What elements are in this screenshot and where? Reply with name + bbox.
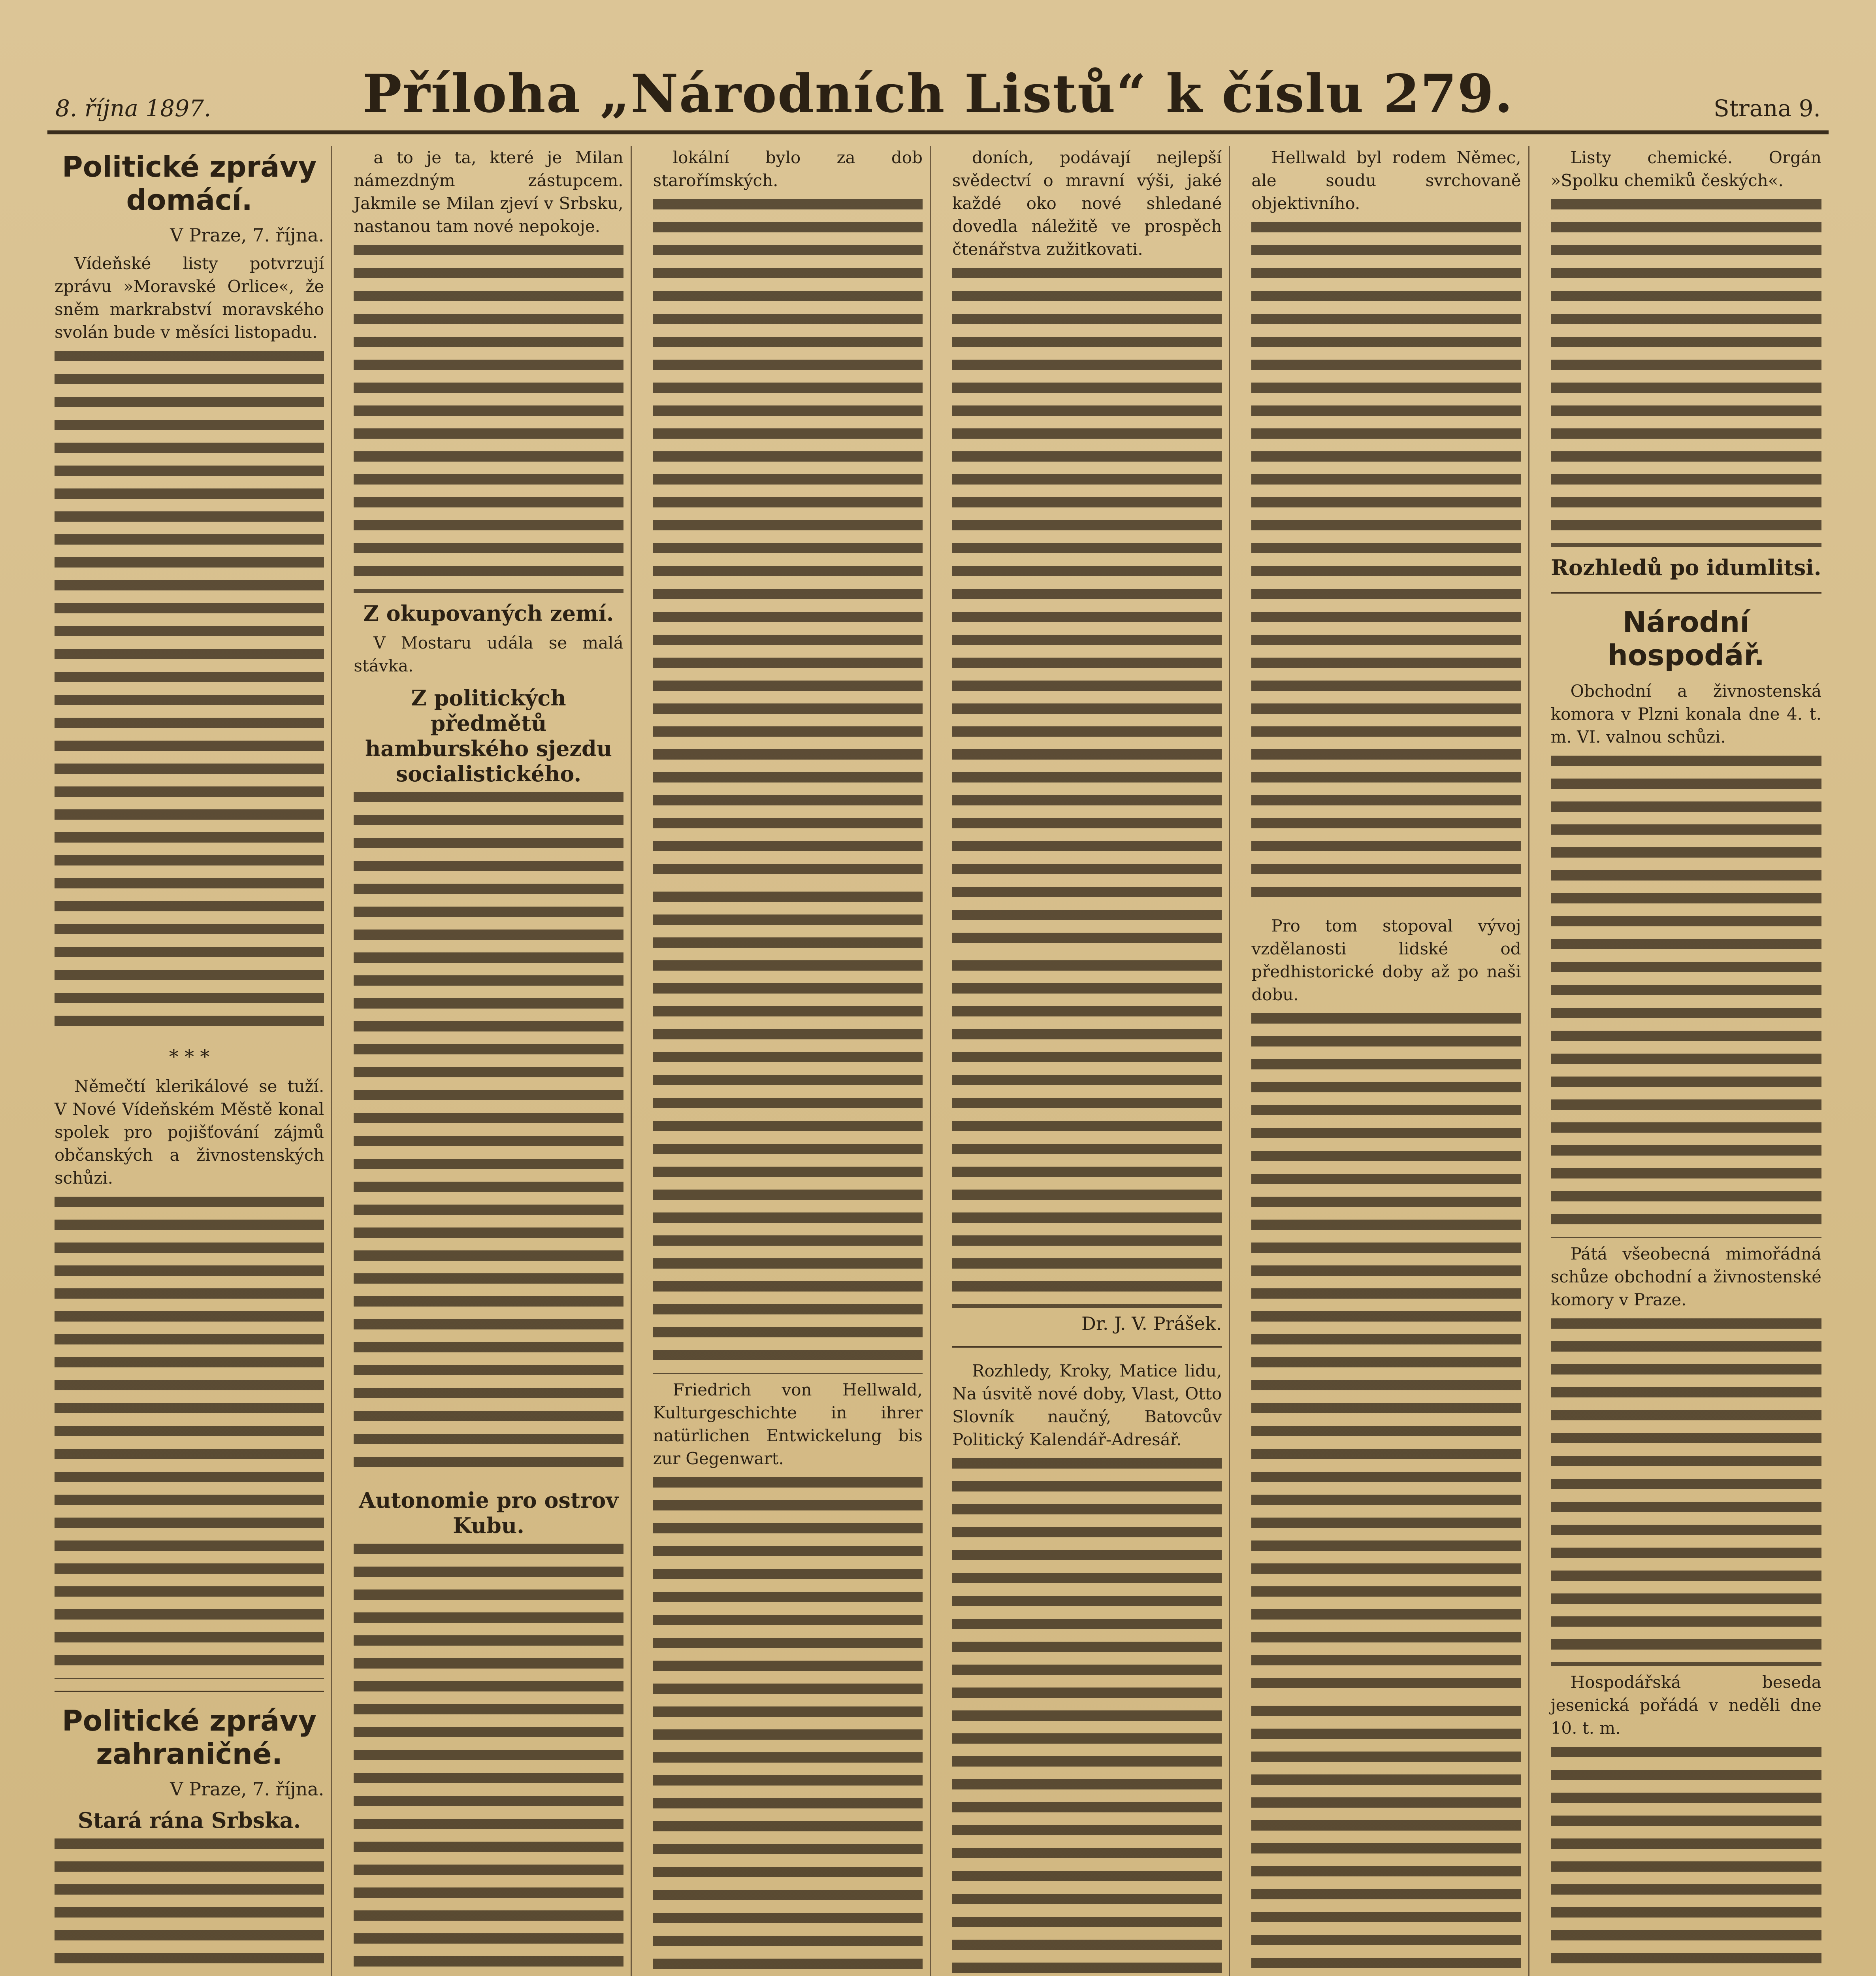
page-number: Strana 9. <box>1713 95 1821 122</box>
article-paragraph: Pátá všeobecná mimořádná schůze obchodní a živnostenské komory v Praze. <box>1550 1244 1821 1309</box>
body-text-block <box>1251 1706 1521 1976</box>
article-paragraph: a to je ta, které je Milan námezdným zástupcem. Jakmile se Milan zjeví v Srbsku, nastanou tam nové nepokoje. <box>354 148 623 236</box>
article-paragraph: V Mostaru udála se malá stávka. <box>354 633 623 675</box>
body-text-block <box>1551 1747 1821 1976</box>
article-subheading: Rozhledů po idumlitsi. <box>1551 555 1821 580</box>
body-text-block <box>653 199 923 887</box>
body-text-block <box>952 1458 1222 1976</box>
article-paragraph: lokální bylo za dob starořímských. <box>653 148 923 190</box>
body-text-block <box>653 892 923 1374</box>
body-text-block <box>55 1838 324 1976</box>
dateline: V Praze, 7. října. <box>170 224 324 246</box>
body-text-block <box>952 960 1222 1308</box>
issue-date: 8. října 1897. <box>55 95 211 122</box>
article-paragraph: Vídeňské listy potvrzují zprávu »Moravské Orlice«, že sněm markrabství moravského svolán bude v měsíci listopadu. <box>55 254 324 342</box>
body-text-block <box>55 351 324 1039</box>
divider <box>952 1346 1222 1348</box>
body-text-block <box>1251 222 1521 910</box>
article-paragraph: Rozhledy, Kroky, Matice lidu, Na úsvitě nové doby, Vlast, Otto Slovník naučný, Batovcův Politický Kalendář-Adresář. <box>952 1361 1222 1449</box>
article-paragraph: Hellwald byl rodem Němec, ale soudu svrchovaně objektivního. <box>1251 148 1521 213</box>
body-text-block <box>1551 756 1821 1238</box>
article-signature: Dr. J. V. Prášek. <box>1081 1313 1222 1334</box>
article-subheading: Z politických předmětů hamburského sjezdu socialistického. <box>365 685 612 786</box>
article-subheading: Stará rána Srbska. <box>77 1808 301 1833</box>
body-text-block <box>1251 1013 1521 1701</box>
body-text-block <box>55 1197 324 1679</box>
article-paragraph: Obchodní a živnostenská komora v Plzni konala dne 4. t. m. VI. valnou schůzi. <box>1550 681 1821 747</box>
column-5 <box>1244 146 1529 1976</box>
column-4 <box>945 146 1230 1976</box>
body-text-block <box>952 268 1222 956</box>
column-3 <box>646 146 931 1976</box>
section-heading-foreign: Politické zprávy zahraničné. <box>62 1704 317 1770</box>
section-heading-domestic: Politické zprávy domácí. <box>62 150 317 217</box>
article-subheading: Autonomie pro ostrov Kubu. <box>359 1488 618 1538</box>
dateline: V Praze, 7. října. <box>170 1778 324 1800</box>
article-paragraph: Němečtí klerikálové se tuží. V Nové Vídeňském Městě konal spolek pro pojišťování zájmů občanských a živnostenských schůzi. <box>55 1077 324 1188</box>
text-columns <box>47 146 1829 1976</box>
article-paragraph: Pro tom stopoval vývoj vzdělanosti lidské od předhistorické doby až po naši dobu. <box>1251 916 1521 1004</box>
body-text-block <box>1551 199 1821 547</box>
masthead <box>47 59 1829 134</box>
column-6 <box>1544 146 1829 1976</box>
column-2 <box>347 146 631 1976</box>
article-paragraph: Hospodářská beseda jesenická pořádá v neděli dne 10. t. m. <box>1550 1672 1821 1738</box>
body-text-block <box>354 792 623 1480</box>
body-text-block <box>1551 1318 1821 1666</box>
body-text-block <box>354 245 623 593</box>
article-paragraph: doních, podávají nejlepší svědectví o mravní výši, jaké každé oko nové shledané dovedla náležitě ve prospěch čtenářstva zužitkovati. <box>952 148 1222 259</box>
section-heading-occupied-lands: Z okupovaných zemí. <box>363 601 614 626</box>
body-text-block <box>354 1544 623 1976</box>
divider <box>1551 592 1821 594</box>
body-text-block <box>653 1477 923 1976</box>
section-heading-national-economy: Národní hospodář. <box>1607 605 1765 672</box>
article-paragraph: Listy chemické. Orgán »Spolku chemiků českých«. <box>1550 148 1821 190</box>
section-separator: * * * <box>169 1046 210 1068</box>
supplement-title: Příloha „Národních Listů“ k číslu 279. <box>362 63 1514 124</box>
article-paragraph: Friedrich von Hellwald, Kulturgeschichte in ihrer natürlichen Entwickelung bis zur Gegenwart. <box>653 1380 923 1468</box>
column-1 <box>47 146 332 1976</box>
divider <box>55 1691 324 1692</box>
